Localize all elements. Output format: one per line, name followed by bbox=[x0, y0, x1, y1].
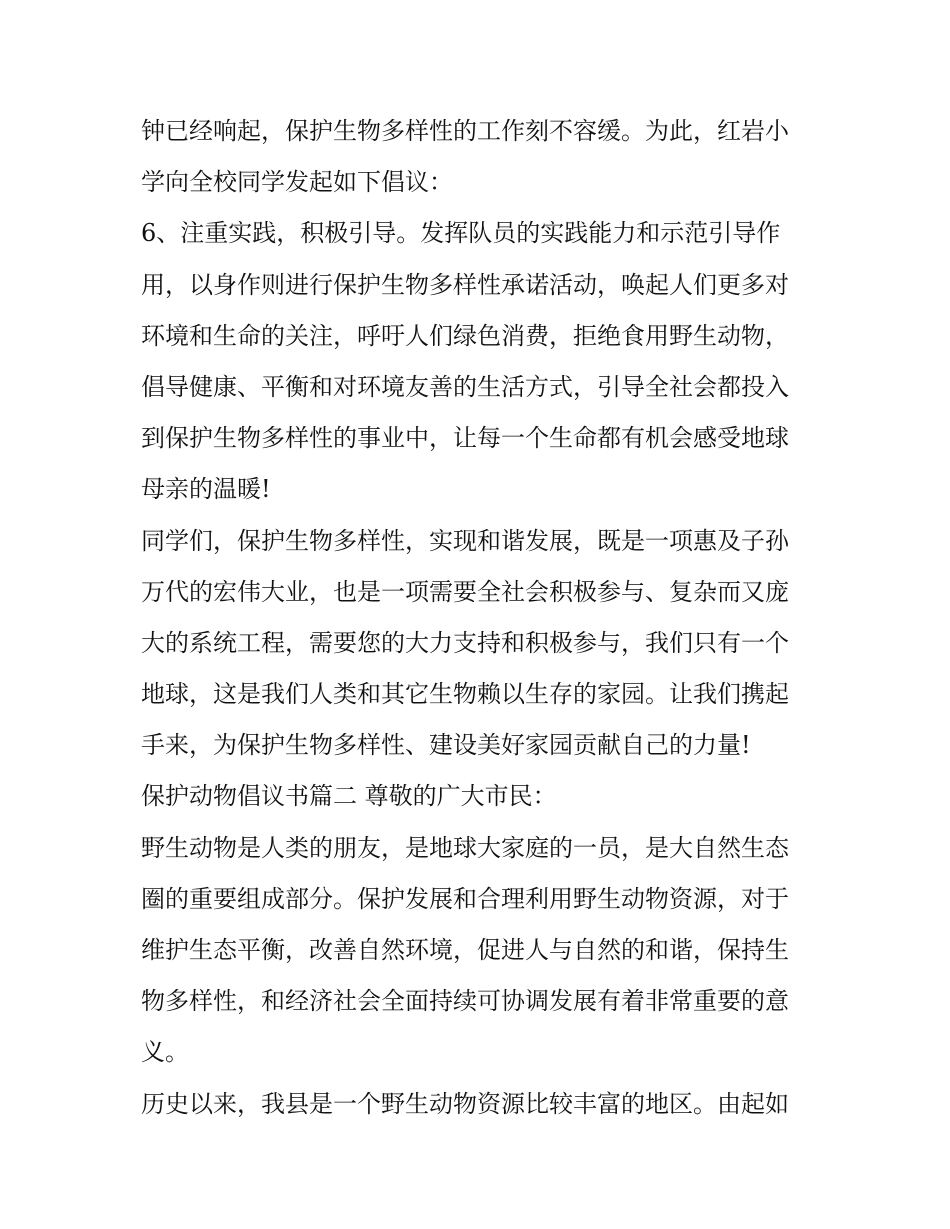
text-line: 圈的重要组成部分。保护发展和合理利用野生动物资源，对于 bbox=[141, 884, 789, 913]
text-line: 地球，这是我们人类和其它生物赖以生存的家园。让我们携起 bbox=[141, 680, 789, 709]
text-line: 大的系统工程，需要您的大力支持和积极参与，我们只有一个 bbox=[141, 628, 789, 657]
text-line: 倡导健康、平衡和对环境友善的生活方式，引导全社会都投入 bbox=[141, 372, 789, 401]
text-line: 历史以来，我县是一个野生动物资源比较丰富的地区。由起如 bbox=[141, 1089, 789, 1118]
text-line: 野生动物是人类的朋友，是地球大家庭的一员，是大自然生态 bbox=[141, 833, 789, 862]
section-heading-line: 保护动物倡议书篇二 尊敬的广大市民： bbox=[141, 782, 557, 811]
text-line: 物多样性，和经济社会全面持续可协调发展有着非常重要的意 bbox=[141, 987, 789, 1016]
text-line: 学向全校同学发起如下倡议： bbox=[141, 168, 453, 197]
text-line: 母亲的温暖! bbox=[141, 475, 271, 504]
text-line: 同学们，保护生物多样性，实现和谐发展，既是一项惠及子孙 bbox=[141, 526, 789, 555]
text-line: 用，以身作则进行保护生物多样性承诺活动，唤起人们更多对 bbox=[141, 270, 789, 299]
document-body bbox=[141, 106, 821, 1130]
text-line: 钟已经响起，保护生物多样性的工作刻不容缓。为此，红岩小 bbox=[141, 117, 789, 145]
text-line: 万代的宏伟大业，也是一项需要全社会积极参与、复杂而又庞 bbox=[141, 577, 789, 606]
text-line: 手来，为保护生物多样性、建设美好家园贡献自己的力量! bbox=[141, 731, 751, 760]
text-line: 环境和生命的关注，呼吁人们绿色消费，拒绝食用野生动物， bbox=[141, 321, 789, 350]
text-line: 维护生态平衡，改善自然环境，促进人与自然的和谐，保持生 bbox=[141, 936, 789, 964]
text-line: 义。 bbox=[141, 1038, 189, 1067]
text-line: 6、注重实践，积极引导。发挥队员的实践能力和示范引导作 bbox=[141, 219, 781, 248]
text-line: 到保护生物多样性的事业中，让每一个生命都有机会感受地球 bbox=[141, 424, 789, 453]
